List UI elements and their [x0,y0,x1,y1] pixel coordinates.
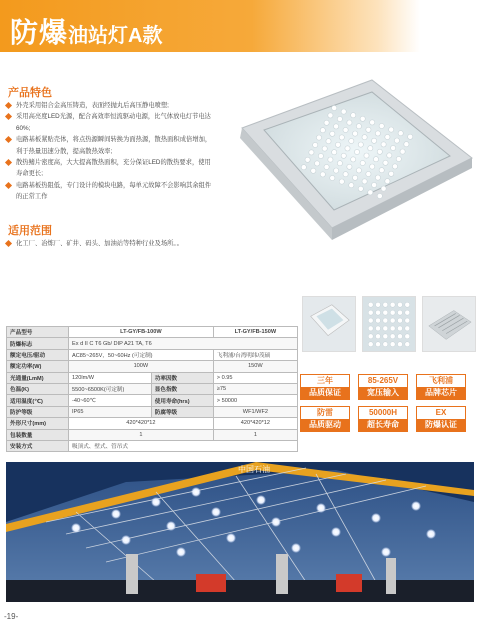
gas-station-photo [6,462,474,602]
canopy-lamp [111,509,121,519]
led-dot [353,131,358,136]
feature-item: 采用高亮度LED光源，配合高效率恒流驱动电源，比气体放电灯节电达60%; [6,111,216,134]
canopy-lamp [411,501,421,511]
led-dot [351,113,356,118]
led-dot [376,326,381,331]
led-dot [398,131,403,136]
qty-b: 1 [213,429,297,440]
led-dot [324,120,329,125]
led-dot [311,168,316,173]
led-dot [377,149,382,154]
led-dot [405,334,410,339]
qty-a: 1 [69,429,214,440]
canopy-lamp [151,497,161,507]
led-dot [341,153,346,158]
badge-chip: 飞利浦 品牌芯片 [416,374,466,400]
led-dot [383,334,388,339]
bullet-icon [5,159,12,166]
led-dot [368,146,373,151]
led-dot [362,179,367,184]
led-dot [405,342,410,347]
canopy-lamp [381,547,391,557]
led-dot [362,135,367,140]
led-dot [405,310,410,315]
led-dot [301,165,306,170]
canopy-lamp [176,547,186,557]
led-dot [405,326,410,331]
size-a: 420*420*12 [69,418,214,429]
canopy-lamp [331,527,341,537]
led-dot [400,149,405,154]
thumbnail-front [302,296,356,352]
led-dot [345,146,350,151]
temp-label: 适用温度(℃) [7,395,69,406]
led-dot [339,179,344,184]
led-dot [332,105,337,110]
table-row [7,395,298,406]
led-dot [364,153,369,158]
led-dot [404,142,409,147]
led-dot [318,153,323,158]
led-dot [397,342,402,347]
led-dot [390,342,395,347]
led-dot [351,157,356,162]
badge-warranty: 三年 品质保证 [300,374,350,400]
led-dot [405,318,410,323]
led-dot [375,131,380,136]
led-dot [356,124,361,129]
table-row [7,338,298,349]
led-dot [349,183,354,188]
led-dot [339,135,344,140]
canopy-lamp [166,521,176,531]
led-dot [358,186,363,191]
model-label: 产品型号 [7,327,69,338]
led-dot [334,168,339,173]
size-b: 420*420*12 [213,418,297,429]
table-row [7,327,298,338]
led-dot [396,156,401,161]
features-list [6,100,216,203]
bullet-icon [5,102,12,109]
ip-value: IP65 [69,406,152,417]
canopy-lamp [271,517,281,527]
table-row [7,429,298,440]
application-item: 化工厂、冶炼厂、矿井、码头、加油站等特种行业及场所。。 [6,238,216,249]
canopy-lamp [191,487,201,497]
product-hero-image [222,68,480,290]
led-dot [320,172,325,177]
led-dot [405,302,410,307]
led-dot [383,160,388,165]
qty-label: 包装数量 [7,429,69,440]
pf-value: > 0.95 [213,372,297,383]
led-dot [326,139,331,144]
table-row [7,361,298,372]
cri-value: ≥75 [213,383,297,394]
led-dot [375,175,380,180]
life-label: 使用寿命(hrs) [151,395,213,406]
table-row [7,440,298,451]
led-dot [383,318,388,323]
lumen-label: 光通量(LmM) [7,372,69,383]
canopy-lamp [426,529,436,539]
explosion-label: 防爆标志 [7,338,69,349]
led-dot [316,135,321,140]
led-dot [347,120,352,125]
led-dot [379,168,384,173]
led-dot [324,164,329,169]
thumbnail-heatsink [422,296,476,352]
led-dot [383,326,388,331]
driver-brands: 飞利浦/台湾明纬/茂硕 [213,349,297,360]
led-dot [383,310,388,315]
led-dot [313,142,318,147]
canopy-lamp [256,495,266,505]
led-dot [330,175,335,180]
led-dot [391,145,396,150]
led-dot [309,150,314,155]
table-row [7,383,298,394]
led-dot [315,161,320,166]
led-dot [379,123,384,128]
badge-lifespan: 50000H 超长寿命 [358,406,408,432]
power-source-label: 额定电压/驱动 [7,349,69,360]
led-dot [337,161,342,166]
applications-list [6,238,216,249]
power-source-value: AC85~265V，50~60Hz (可定制) [69,349,214,360]
page-number: -19- [4,612,19,621]
size-label: 外形尺寸(mm) [7,418,69,429]
led-dot [360,160,365,165]
canopy-lamp [226,533,236,543]
led-dot [366,127,371,132]
bullet-icon [5,113,12,120]
led-dot [368,302,373,307]
led-dot [356,168,361,173]
table-row [7,406,298,417]
led-dot [349,138,354,143]
led-dot [337,116,342,121]
badge-ex-cert: EX 防爆认证 [416,406,466,432]
led-dot [390,302,395,307]
corrosion-label: 防腐等级 [151,406,213,417]
led-dot [360,116,365,121]
led-dot [330,131,335,136]
led-dot [341,109,346,114]
mount-label: 安装方式 [7,440,69,451]
led-dot [397,310,402,315]
cri-label: 显色指数 [151,383,213,394]
led-dot [328,113,333,118]
canopy-lamp [121,535,131,545]
led-dot [368,326,373,331]
pf-label: 功率因数 [151,372,213,383]
led-dot [368,318,373,323]
power-label: 额定功率(W) [7,361,69,372]
led-dot [305,157,310,162]
detail-thumbnails [302,296,478,356]
led-dot [358,142,363,147]
page-title [10,11,162,51]
led-dot [392,164,397,169]
led-dot [408,134,413,139]
life-value: > 50000 [213,395,297,406]
cct-value: 5500~6500K(可定制) [69,383,152,394]
power-a: 100W [69,361,214,372]
bullet-icon [5,182,12,189]
led-dot [376,302,381,307]
led-dot [368,310,373,315]
led-dot [353,175,358,180]
led-dot [343,127,348,132]
feature-item: 电路基板紧贴壳体，将点热源瞬间转换为面热源，散热面积成倍增加，利于热量迅速分散，提高散热效率; [6,134,216,157]
title-big: 防爆 [10,17,69,48]
applications-heading: 适用范围 [8,225,52,237]
led-dot [373,157,378,162]
led-dot [376,342,381,347]
led-dot [397,334,402,339]
led-dot [383,302,388,307]
led-dot [381,142,386,147]
led-dot [347,164,352,169]
title-rest: 油站灯A款 [68,25,163,47]
led-dot [368,190,373,195]
led-dot [397,318,402,323]
thumbnail-led-array [362,296,416,352]
cct-label: 色温(K) [7,383,69,394]
led-dot [332,150,337,155]
model-a: LT-GY/FB-100W [69,327,214,338]
led-dot [383,342,388,347]
led-dot [343,172,348,177]
led-dot [390,326,395,331]
canopy-lamp [316,503,326,513]
led-dot [394,138,399,143]
led-dot [335,142,340,147]
led-dot [372,182,377,187]
title-banner [0,0,420,52]
feature-item: 散热鳍片密度高，大大提高散热面积，充分保证LED的散热要求，使用寿命更长; [6,157,216,180]
led-dot [366,171,371,176]
led-dot [368,342,373,347]
led-dot [320,128,325,133]
spec-table [6,326,298,452]
explosion-value: Ex d II C T6 Gb/ DIP A21 TA, T6 [69,338,298,349]
led-dot [390,318,395,323]
table-row [7,418,298,429]
badge-lightning: 防雷 品质驱动 [300,406,350,432]
led-dot [376,318,381,323]
led-dot [372,138,377,143]
corrosion-value: WF1/WF2 [213,406,297,417]
led-dot [328,157,333,162]
feature-item: 电路基板热阻低，专门设计的模块电路，每单元故障不会影响其余组件的正常工作 [6,180,216,203]
model-b: LT-GY/FB-150W [213,327,297,338]
feature-item: 外壳采用铝合金高压铸造，表面经抛丸后高压静电喷塑; [6,100,216,111]
led-dot [322,146,327,151]
canopy-sign: 中国石油 [238,465,270,474]
led-dot [370,120,375,125]
bullet-icon [5,240,12,247]
features-heading: 产品特色 [8,87,52,99]
canopy-lamp [211,507,221,517]
temp-value: -40~60℃ [69,395,152,406]
mount-value: 吸顶式、壁式、管吊式 [69,440,298,451]
led-dot [354,149,359,154]
canopy-lamp [291,543,301,553]
led-dot [377,193,382,198]
led-dot [385,179,390,184]
canopy-lamp [71,523,81,533]
table-row [7,372,298,383]
bullet-icon [5,136,12,143]
power-b: 150W [213,361,297,372]
led-dot [368,334,373,339]
led-dot [370,164,375,169]
led-dot [376,334,381,339]
led-dot [390,310,395,315]
table-row [7,349,298,360]
led-dot [334,124,339,129]
led-dot [397,326,402,331]
badge-voltage: 85-265V 宽压输入 [358,374,408,400]
led-dot [381,186,386,191]
led-dot [376,310,381,315]
led-dot [387,153,392,158]
led-dot [385,134,390,139]
canopy-lamp [371,513,381,523]
led-dot [397,302,402,307]
ip-label: 防护等级 [7,406,69,417]
led-dot [389,127,394,132]
led-dot [390,334,395,339]
led-dot [389,171,394,176]
lumen-value: 120lm/W [69,372,152,383]
